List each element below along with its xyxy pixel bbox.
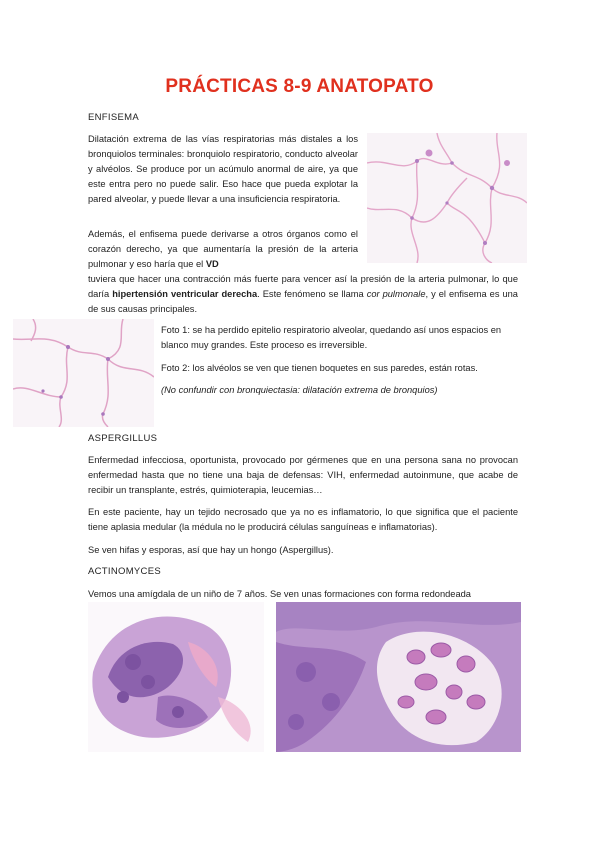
- foto-2-caption: Foto 2: los alvéolos se ven que tienen boquetes en sus paredes, están rotas.: [161, 363, 478, 373]
- foto-1-caption: Foto 1: se ha perdido epitelio respiratorio alveolar, quedando así unos espacios en blanco muy grandes. Este proceso es irreversible.: [161, 325, 502, 350]
- section-heading-aspergillus: ASPERGILLUS: [88, 433, 158, 444]
- p2-text-a: Además, el enfisema puede derivarse a otros órganos como el corazón derecho, ya que aumentaría la presión de la arteria pulmonar y eso haría que el: [88, 229, 358, 269]
- enfisema-paragraph-2-part-1: [88, 227, 358, 272]
- p2-vd: VD: [205, 259, 219, 269]
- enfisema-note: (No confundir con bronquiectasia: dilatación extrema de bronquios): [161, 385, 438, 395]
- enfisema-paragraph-1: Dilatación extrema de las vías respiratorias más distales a los bronquiolos terminales: bronquiolo respiratorio, conducto alveolar y alvéolos. Se produce por un acúmulo anormal de aire, ya que este entra pero no puede salir. Eso hace que pueda explotar la pared alveolar, y puede llevar a una insuficiencia respiratoria.: [88, 134, 358, 204]
- aspergillus-paragraph-2: En este paciente, hay un tejido necrosado que ya no es inflamatorio, lo que significa que el paciente tiene aplasia medular (la médula no le producirá células sanguíneas e inflamatorias).: [88, 507, 518, 532]
- aspergillus-paragraph-3: Se ven hifas y esporas, así que hay un hongo (Aspergillus).: [88, 545, 334, 555]
- emphysema-micrograph-2: [13, 319, 154, 427]
- p2-text-c: . Este fenómeno se llama: [257, 289, 367, 299]
- enfisema-paragraph-2-part-2: [88, 272, 518, 317]
- p2-text-d: , y el enfisema es una de sus causas principales.: [88, 289, 518, 314]
- tonsil-micrograph-2: [276, 602, 521, 752]
- actinomyces-paragraph-1: Vemos una amígdala de un niño de 7 años. Se ven unas formaciones con forma redondeada: [88, 589, 471, 599]
- p2-hypertension: hipertensión ventricular derecha: [112, 289, 258, 299]
- tonsil-micrograph-1: [88, 602, 264, 752]
- section-heading-enfisema: ENFISEMA: [88, 112, 139, 123]
- aspergillus-paragraph-1: Enfermedad infecciosa, oportunista, provocado por gérmenes que en una persona sana no provocan enfermedad hasta que no tiene una baja de defensas: VIH, enfermedad autoinmune, que acabe de recibir un transplante, estrés, quimioterapia, leucemias…: [88, 455, 518, 495]
- emphysema-micrograph-1: [367, 133, 527, 263]
- section-heading-actinomyces: ACTINOMYCES: [88, 566, 161, 577]
- p2-text-b: tuviera que hacer una contracción más fuerte para vencer así la presión de la arteria pulmonar, lo que daría: [88, 274, 518, 299]
- page-title: PRÁCTICAS 8-9 ANATOPATO: [165, 76, 434, 97]
- p2-cor-pulmonale: cor pulmonale: [366, 289, 426, 299]
